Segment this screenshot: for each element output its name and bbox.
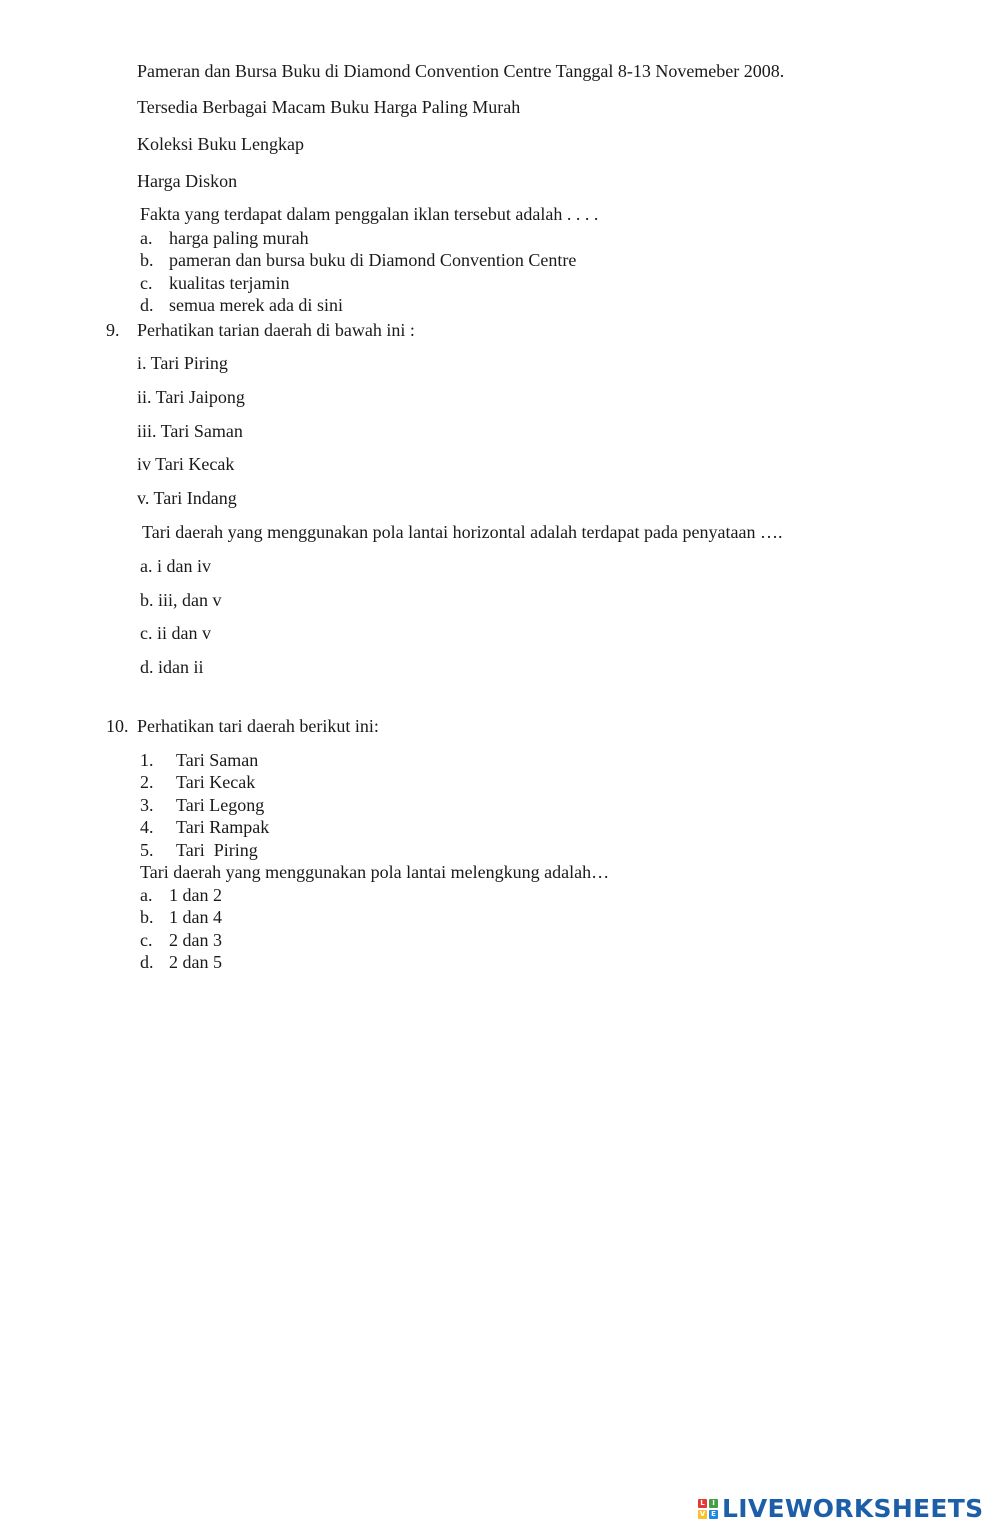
q10-item-num: 3. bbox=[140, 795, 154, 815]
q8-option-c: kualitas terjamin bbox=[169, 273, 290, 293]
liveworksheets-icon bbox=[698, 1499, 718, 1519]
logo-tile-i: I bbox=[709, 1499, 718, 1508]
q9-option-c: c. ii dan v bbox=[140, 623, 211, 643]
liveworksheets-logo[interactable] bbox=[698, 1494, 983, 1523]
q10-option-b-letter: b. bbox=[140, 907, 154, 927]
q10-option-c-letter: c. bbox=[140, 930, 153, 950]
q10-item-num: 4. bbox=[140, 817, 154, 837]
q8-option-c-letter: c. bbox=[140, 273, 153, 293]
q9-item: iv Tari Kecak bbox=[137, 454, 235, 474]
q10-item: Tari Legong bbox=[176, 795, 265, 815]
q10-option-a-letter: a. bbox=[140, 885, 153, 905]
q10-option-d-letter: d. bbox=[140, 952, 154, 972]
q8-option-d: semua merek ada di sini bbox=[169, 295, 343, 315]
q8-question: Fakta yang terdapat dalam penggalan iklan tersebut adalah . . . . bbox=[140, 204, 599, 224]
logo-tile-e: E bbox=[709, 1510, 718, 1519]
q9-number: 9. bbox=[106, 320, 120, 340]
q10-item: Tari Saman bbox=[176, 750, 259, 770]
q9-option-a: a. i dan iv bbox=[140, 556, 211, 576]
q10-item-num: 5. bbox=[140, 840, 154, 860]
q9-item: ii. Tari Jaipong bbox=[137, 387, 245, 407]
q10-item: Tari Kecak bbox=[176, 772, 256, 792]
q8-option-a: harga paling murah bbox=[169, 228, 309, 248]
q10-option-d: 2 dan 5 bbox=[169, 952, 222, 972]
q9-item: iii. Tari Saman bbox=[137, 421, 243, 441]
q8-option-a-letter: a. bbox=[140, 228, 153, 248]
q10-option-b: 1 dan 4 bbox=[169, 907, 222, 927]
ad-line-4: Harga Diskon bbox=[137, 171, 238, 191]
logo-tile-v: V bbox=[699, 1509, 706, 1518]
q9-item: i. Tari Piring bbox=[137, 353, 228, 373]
q10-number: 10. bbox=[106, 716, 129, 736]
q9-item: v. Tari Indang bbox=[137, 488, 237, 508]
q10-question: Tari daerah yang menggunakan pola lantai melengkung adalah… bbox=[140, 862, 610, 882]
q8-option-b: pameran dan bursa buku di Diamond Convention Centre bbox=[169, 250, 577, 270]
q8-option-d-letter: d. bbox=[140, 295, 154, 315]
q9-option-d: d. idan ii bbox=[140, 657, 204, 677]
ad-line-2: Tersedia Berbagai Macam Buku Harga Paling Murah bbox=[137, 97, 521, 117]
logo-tile-l: L bbox=[698, 1499, 707, 1508]
q10-item: Tari Piring bbox=[176, 840, 258, 860]
q8-option-b-letter: b. bbox=[140, 250, 154, 270]
brand-name: LIVEWORKSHEETS bbox=[722, 1494, 984, 1523]
q10-option-a: 1 dan 2 bbox=[169, 885, 222, 905]
ad-line-1: Pameran dan Bursa Buku di Diamond Convention Centre Tanggal 8-13 Novemeber 2008. bbox=[137, 61, 785, 81]
q10-item-num: 2. bbox=[140, 772, 154, 792]
q9-option-b: b. iii, dan v bbox=[140, 590, 222, 610]
q10-intro: Perhatikan tari daerah berikut ini: bbox=[137, 716, 379, 736]
q10-option-c: 2 dan 3 bbox=[169, 930, 222, 950]
q10-item-num: 1. bbox=[140, 750, 154, 770]
q9-question: Tari daerah yang menggunakan pola lantai horizontal adalah terdapat pada penyataan …. bbox=[142, 522, 783, 542]
q9-intro: Perhatikan tarian daerah di bawah ini : bbox=[137, 320, 415, 340]
q10-item: Tari Rampak bbox=[176, 817, 270, 837]
ad-line-3: Koleksi Buku Lengkap bbox=[137, 134, 304, 154]
